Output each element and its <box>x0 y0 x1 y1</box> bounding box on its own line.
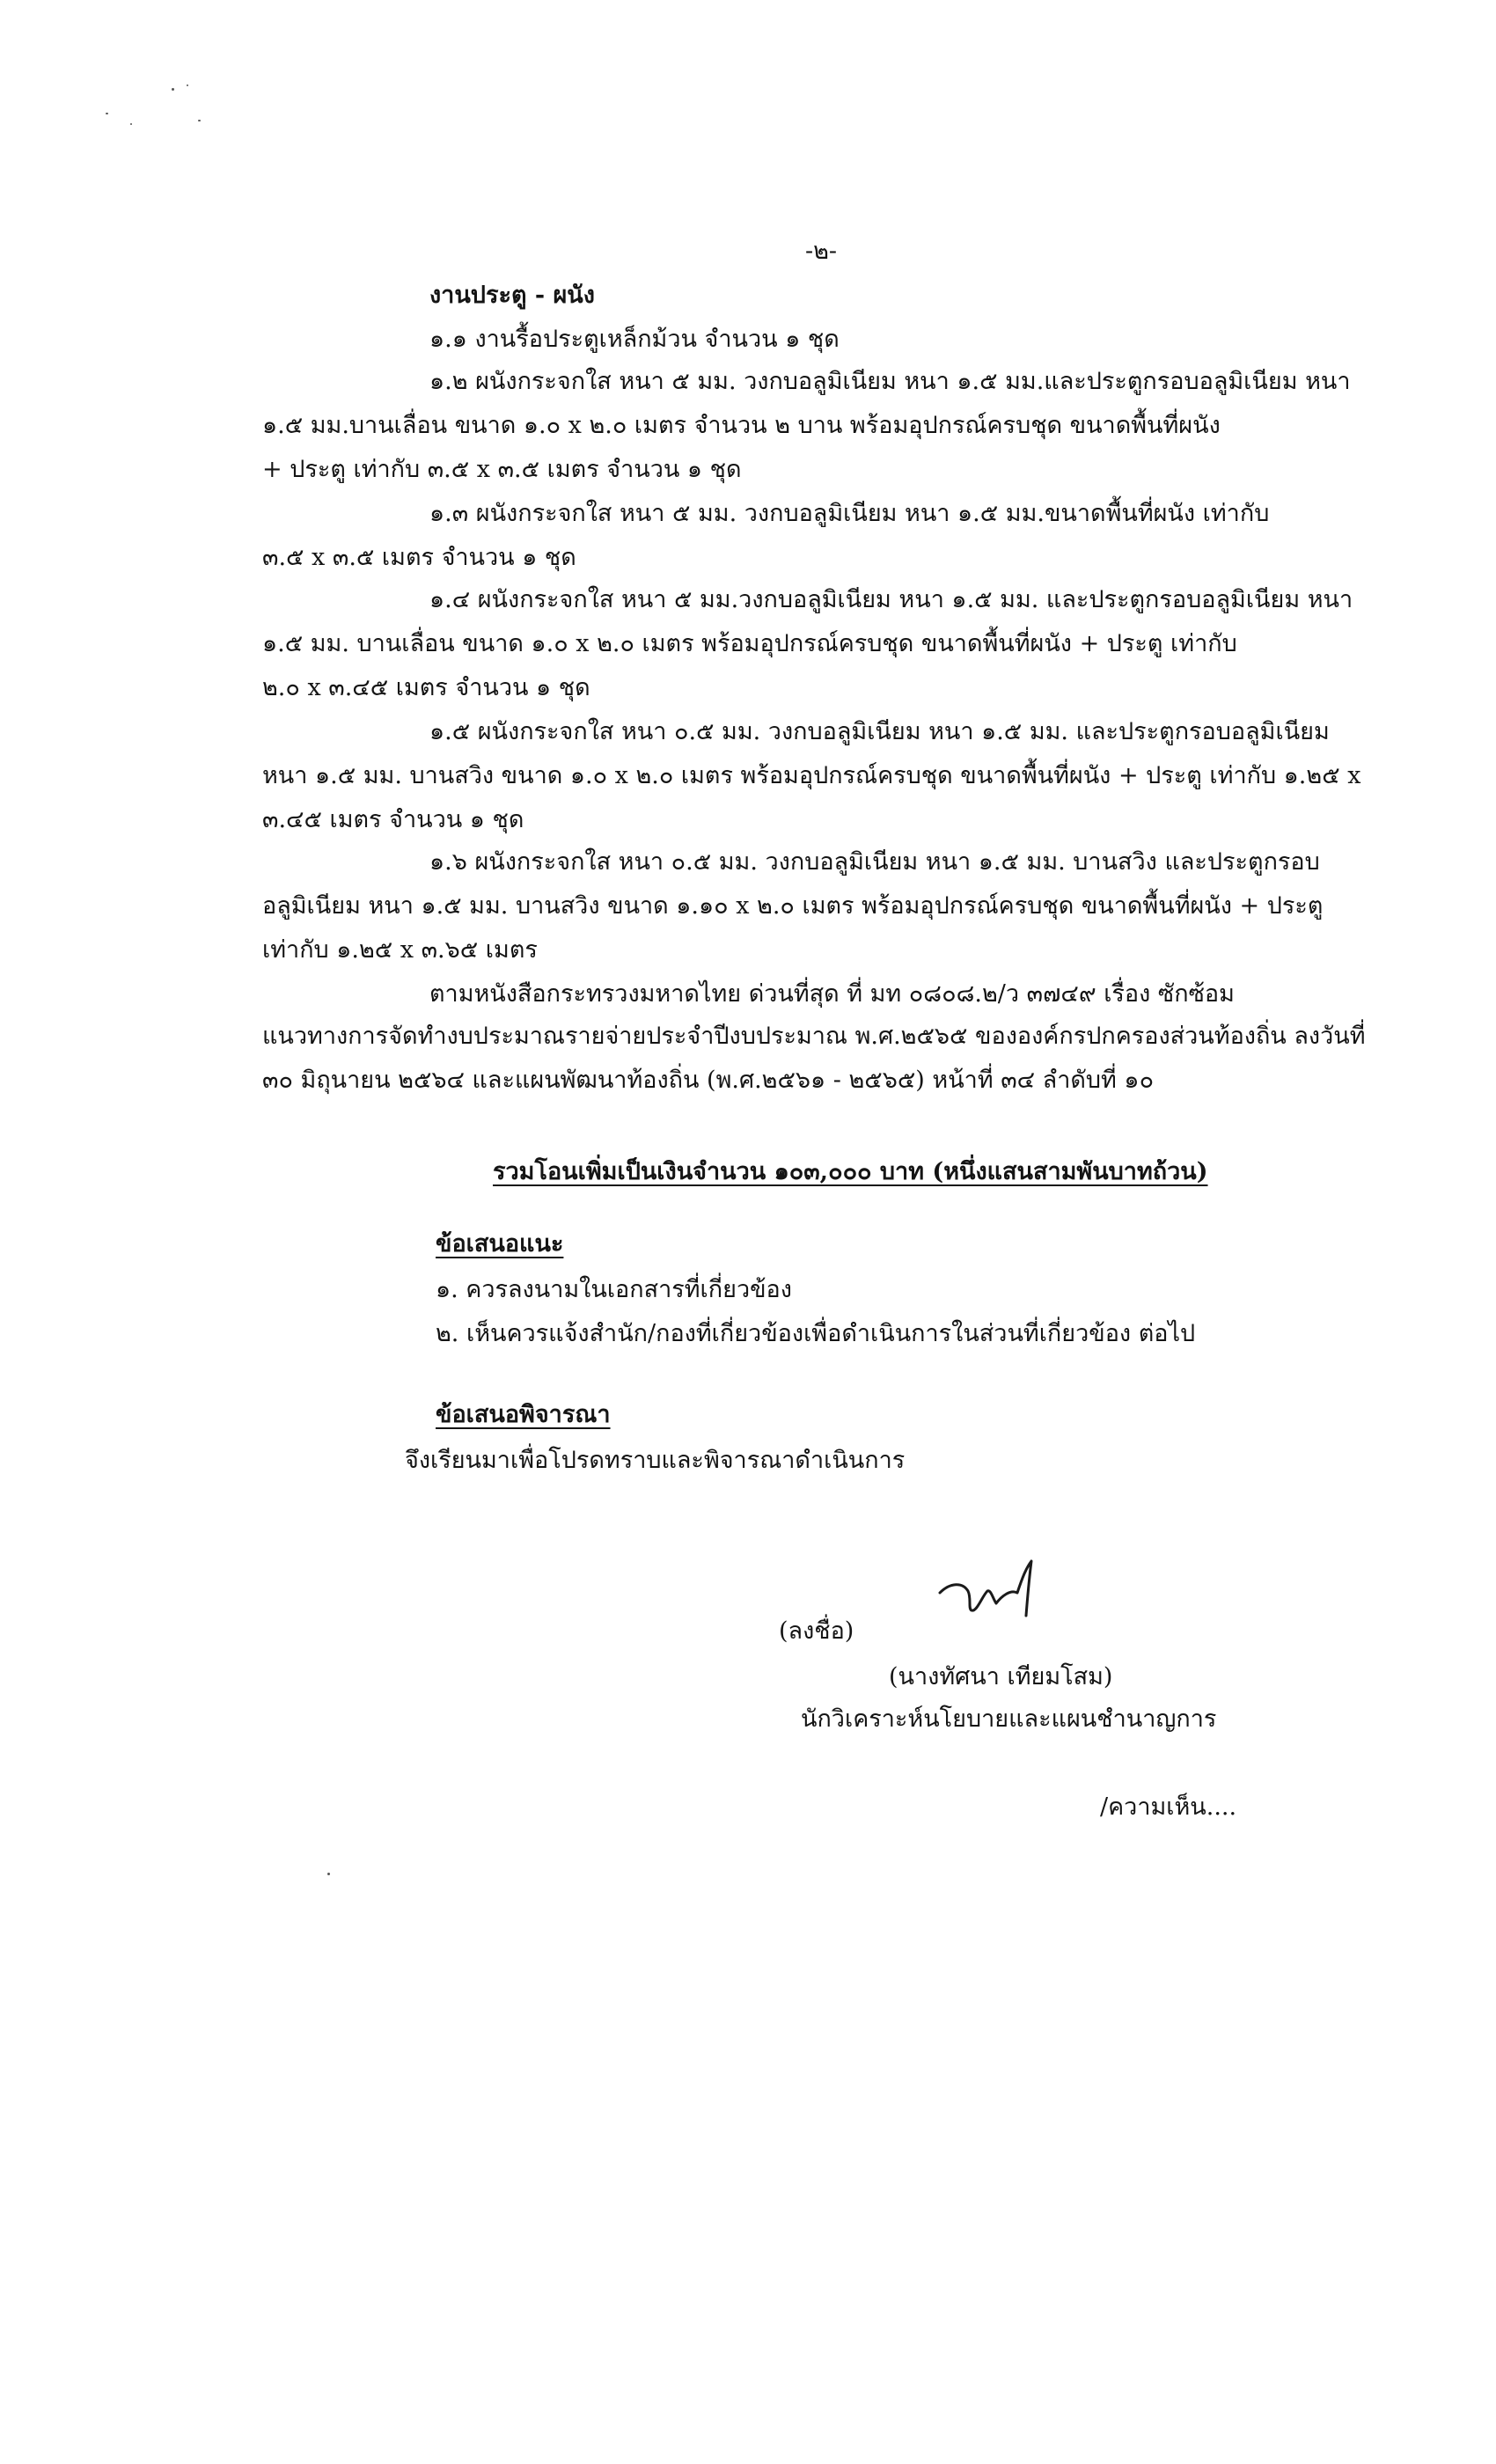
signer-name: (นางทัศนา เทียมโสม) <box>889 1663 1113 1690</box>
item-1-1-line-1: ๑.๑ งานรื้อประตูเหล็กม้วน จำนวน ๑ ชุด <box>429 326 840 353</box>
item-1-3-line-1: ๑.๓ ผนังกระจกใส หนา ๕ มม. วงกบอลูมิเนียม หนา ๑.๕ มม.ขนาดพื้นที่ผนัง เท่ากับ <box>429 500 1270 527</box>
reference-line-3: ๓๐ มิถุนายน ๒๕๖๔ และแผนพัฒนาท้องถิ่น (พ.ศ.๒๕๖๑ - ๒๕๖๕) หน้าที่ ๓๔ ลำดับที่ ๑๐ <box>262 1067 1155 1094</box>
item-1-4-line-2: ๑.๕ มม. บานเลื่อน ขนาด ๑.๐ x ๒.๐ เมตร พร้อมอุปกรณ์ครบชุด ขนาดพื้นที่ผนัง + ประตู เท่ากับ <box>262 630 1237 657</box>
section-heading: งานประตู - ผนัง <box>429 282 595 309</box>
total-line: รวมโอนเพิ่มเป็นเงินจำนวน ๑๐๓,๐๐๐ บาท (หนึ่งแสนสามพันบาทถ้วน) <box>493 1158 1208 1185</box>
reference-line-2: แนวทางการจัดทำงบประมาณรายจ่ายประจำปีงบประมาณ พ.ศ.๒๕๖๕ ขององค์กรปกครองส่วนท้องถิ่น ลงวันที่ <box>262 1023 1366 1050</box>
item-1-6-line-3: เท่ากับ ๑.๒๕ x ๓.๖๕ เมตร <box>262 936 538 964</box>
scan-speck <box>187 84 188 86</box>
scan-speck <box>172 88 174 91</box>
scan-speck <box>130 123 132 125</box>
item-1-5-line-3: ๓.๔๕ เมตร จำนวน ๑ ชุด <box>262 806 524 833</box>
scan-speck <box>198 120 201 121</box>
item-1-2-line-2: ๑.๕ มม.บานเลื่อน ขนาด ๑.๐ x ๒.๐ เมตร จำนวน ๒ บาน พร้อมอุปกรณ์ครบชุด ขนาดพื้นที่ผนัง <box>262 412 1221 439</box>
item-1-2-line-3: + ประตู เท่ากับ ๓.๕ x ๓.๕ เมตร จำนวน ๑ ชุด <box>262 456 742 483</box>
consideration-text: จึงเรียนมาเพื่อโปรดทราบและพิจารณาดำเนินการ <box>405 1447 906 1474</box>
recommendation-item-1: ๑. ควรลงนามในเอกสารที่เกี่ยวข้อง <box>436 1276 792 1303</box>
item-1-6-line-1: ๑.๖ ผนังกระจกใส หนา ๐.๕ มม. วงกบอลูมิเนียม หนา ๑.๕ มม. บานสวิง และประตูกรอบ <box>429 848 1320 876</box>
continuation-marker: /ความเห็น.... <box>1100 1793 1237 1821</box>
reference-line-1: ตามหนังสือกระทรวงมหาดไทย ด่วนที่สุด ที่ มท ๐๘๐๘.๒/ว ๓๗๔๙ เรื่อง ซักซ้อม <box>429 980 1235 1008</box>
item-1-2-line-1: ๑.๒ ผนังกระจกใส หนา ๕ มม. วงกบอลูมิเนียม หนา ๑.๕ มม.และประตูกรอบอลูมิเนียม หนา <box>429 368 1351 395</box>
signer-position: นักวิเคราะห์นโยบายและแผนชำนาญการ <box>801 1705 1217 1733</box>
item-1-5-line-1: ๑.๕ ผนังกระจกใส หนา ๐.๕ มม. วงกบอลูมิเนียม หนา ๑.๕ มม. และประตูกรอบอลูมิเนียม <box>429 718 1330 745</box>
handwritten-signature <box>933 1558 1056 1646</box>
item-1-3-line-2: ๓.๕ x ๓.๕ เมตร จำนวน ๑ ชุด <box>262 544 576 571</box>
item-1-4-line-1: ๑.๔ ผนังกระจกใส หนา ๕ มม.วงกบอลูมิเนียม หนา ๑.๕ มม. และประตูกรอบอลูมิเนียม หนา <box>429 586 1353 613</box>
item-1-6-line-2: อลูมิเนียม หนา ๑.๕ มม. บานสวิง ขนาด ๑.๑๐ x ๒.๐ เมตร พร้อมอุปกรณ์ครบชุด ขนาดพื้นที่ผนัง + ประตู <box>262 892 1324 920</box>
scan-speck <box>327 1873 330 1875</box>
item-1-5-line-2: หนา ๑.๕ มม. บานสวิง ขนาด ๑.๐ x ๒.๐ เมตร พร้อมอุปกรณ์ครบชุด ขนาดพื้นที่ผนัง + ประตู เท่ากับ ๑.๒๕ x <box>262 762 1361 789</box>
consideration-heading: ข้อเสนอพิจารณา <box>436 1401 611 1428</box>
sign-label: (ลงชื่อ) <box>779 1617 854 1645</box>
recommendation-item-2: ๒. เห็นควรแจ้งสำนัก/กองที่เกี่ยวข้องเพื่อดำเนินการในส่วนที่เกี่ยวข้อง ต่อไป <box>436 1320 1196 1347</box>
item-1-4-line-3: ๒.๐ x ๓.๔๕ เมตร จำนวน ๑ ชุด <box>262 674 590 701</box>
page-number: -๒- <box>805 238 838 265</box>
scan-speck <box>106 113 108 114</box>
recommendation-heading: ข้อเสนอแนะ <box>436 1230 564 1258</box>
